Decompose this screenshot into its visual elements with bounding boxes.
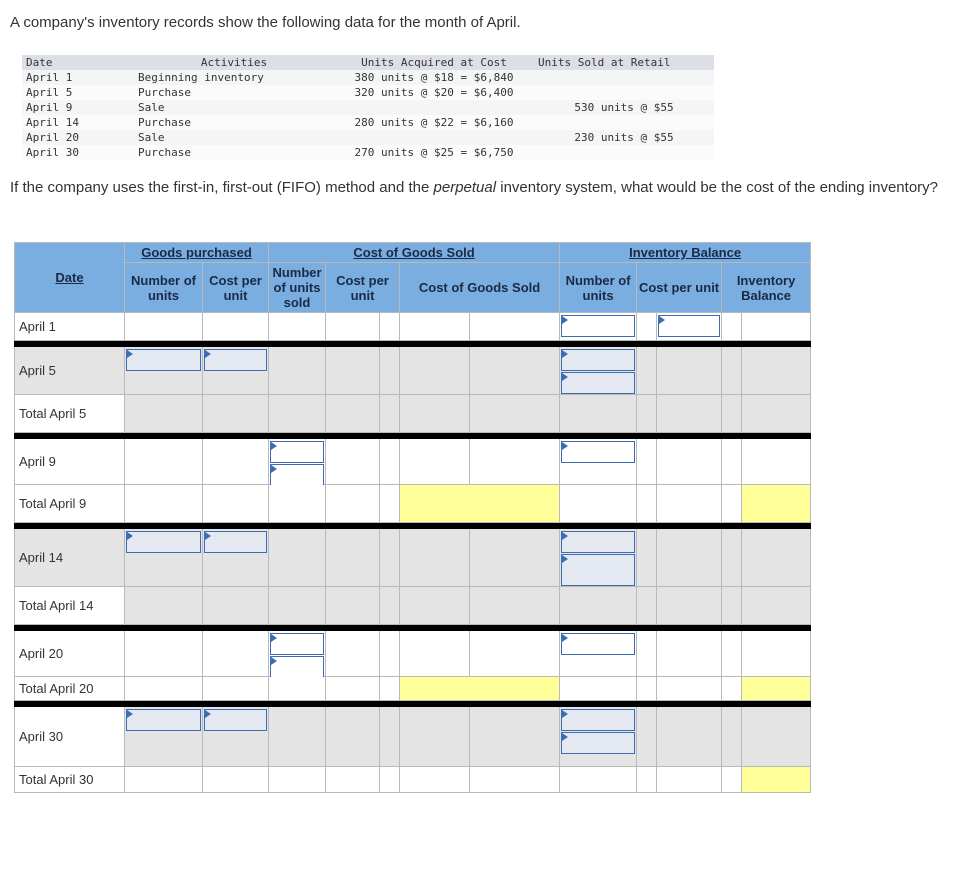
- ib-units-input[interactable]: [561, 633, 635, 655]
- record-acquired: [334, 130, 534, 145]
- ib-units-input[interactable]: [561, 531, 635, 553]
- total-balance-april-20[interactable]: [742, 677, 811, 701]
- record-activity: Sale: [138, 131, 165, 144]
- row-label: Total April 14: [15, 587, 125, 625]
- group-header-inventory-balance: Inventory Balance: [560, 243, 811, 263]
- record-acquired: [334, 100, 534, 115]
- record-sold: [534, 70, 714, 85]
- row-label: Total April 9: [15, 485, 125, 523]
- row-april-20: [15, 631, 811, 677]
- records-row: [22, 130, 714, 145]
- gp-cost-input[interactable]: [204, 709, 267, 731]
- records-row: [22, 145, 714, 160]
- record-date: April 9: [26, 101, 73, 114]
- ib-units-input[interactable]: [561, 732, 635, 754]
- intro-text: A company's inventory records show the following data for the month of April.: [10, 14, 521, 31]
- col-header-ib-units: Number of units: [560, 263, 637, 313]
- ib-units-input[interactable]: [561, 372, 635, 394]
- record-sold: [534, 145, 714, 160]
- total-cogs-april-9[interactable]: [400, 485, 560, 523]
- question-part2: inventory system, what would be the cost of the ending inventory?: [496, 179, 938, 196]
- gp-cost-input[interactable]: [204, 531, 267, 553]
- col-header-cogs-total: Cost of Goods Sold: [400, 263, 560, 313]
- ib-units-input[interactable]: [561, 554, 635, 586]
- fifo-worksheet: [14, 242, 811, 793]
- ib-units-input[interactable]: [561, 441, 635, 463]
- record-date: April 20: [26, 131, 79, 144]
- records-header-date: Date: [26, 56, 53, 69]
- records-row: [22, 115, 714, 130]
- inventory-records-table: [22, 55, 714, 160]
- record-activity: Purchase: [138, 146, 191, 159]
- total-cogs-april-20[interactable]: [400, 677, 560, 701]
- row-label: Total April 30: [15, 767, 125, 793]
- record-activity: Sale: [138, 101, 165, 114]
- col-header-gp-units: Number of units: [125, 263, 203, 313]
- record-acquired: 270 units @ $25 = $6,750: [354, 146, 514, 159]
- row-label: April 14: [15, 529, 125, 587]
- record-date: April 5: [26, 86, 73, 99]
- col-header-cogs-units: Number of units sold: [269, 263, 326, 313]
- records-row: [22, 85, 714, 100]
- records-header-row: [22, 55, 714, 70]
- row-total-april-14: [15, 587, 811, 625]
- record-activity: Purchase: [138, 86, 191, 99]
- record-sold: 230 units @ $55: [574, 131, 674, 144]
- cogs-units-input[interactable]: [270, 441, 324, 463]
- ib-cost-input[interactable]: [658, 315, 720, 337]
- row-label: April 30: [15, 707, 125, 767]
- row-total-april-20: [15, 677, 811, 701]
- total-balance-april-9[interactable]: [742, 485, 811, 523]
- row-label: Total April 5: [15, 395, 125, 433]
- record-acquired: 320 units @ $20 = $6,400: [354, 86, 514, 99]
- question-text: [10, 179, 940, 197]
- record-sold: [534, 85, 714, 100]
- col-header-date: Date: [15, 243, 125, 313]
- gp-units-input[interactable]: [126, 531, 201, 553]
- col-header-cogs-cost: Cost per unit: [326, 263, 400, 313]
- cogs-units-input[interactable]: [270, 656, 324, 678]
- col-header-ib-total: Inventory Balance: [722, 263, 811, 313]
- ib-units-input[interactable]: [561, 709, 635, 731]
- record-date: April 1: [26, 71, 73, 84]
- ib-units-input[interactable]: [561, 315, 635, 337]
- records-header-sold: Units Sold at Retail: [538, 56, 671, 69]
- record-sold: [534, 115, 714, 130]
- row-april-30: [15, 707, 811, 767]
- question-part1: If the company uses the first-in, first-out (FIFO) method and the: [10, 179, 434, 196]
- total-balance-april-30[interactable]: [742, 767, 811, 793]
- ib-units-input[interactable]: [561, 349, 635, 371]
- record-date: April 14: [26, 116, 79, 129]
- record-acquired: 280 units @ $22 = $6,160: [354, 116, 514, 129]
- row-label: April 5: [15, 347, 125, 395]
- gp-units-input[interactable]: [126, 709, 201, 731]
- records-row: [22, 70, 714, 85]
- group-header-cogs: Cost of Goods Sold: [269, 243, 560, 263]
- record-sold: 530 units @ $55: [574, 101, 674, 114]
- question-emphasis: perpetual: [433, 179, 497, 196]
- gp-cost-input[interactable]: [204, 349, 267, 371]
- cogs-units-input[interactable]: [270, 464, 324, 486]
- records-row: [22, 100, 714, 115]
- row-total-april-5: [15, 395, 811, 433]
- row-april-1: [15, 313, 811, 341]
- col-header-ib-cost: Cost per unit: [637, 263, 722, 313]
- record-acquired: 380 units @ $18 = $6,840: [354, 71, 514, 84]
- row-label: Total April 20: [15, 677, 125, 701]
- row-total-april-30: [15, 767, 811, 793]
- record-activity: Purchase: [138, 116, 191, 129]
- col-header-gp-cost: Cost per unit: [203, 263, 269, 313]
- records-header-activities: Activities: [200, 56, 268, 69]
- record-date: April 30: [26, 146, 79, 159]
- row-april-5: [15, 347, 811, 395]
- row-total-april-9: [15, 485, 811, 523]
- row-april-14: [15, 529, 811, 587]
- row-label: April 1: [15, 313, 125, 341]
- group-header-goods-purchased: Goods purchased: [125, 243, 269, 263]
- records-header-acquired: Units Acquired at Cost: [361, 56, 507, 69]
- row-label: April 20: [15, 631, 125, 677]
- gp-units-input[interactable]: [126, 349, 201, 371]
- row-label: April 9: [15, 439, 125, 485]
- row-april-9: [15, 439, 811, 485]
- record-activity: Beginning inventory: [138, 71, 264, 84]
- cogs-units-input[interactable]: [270, 633, 324, 655]
